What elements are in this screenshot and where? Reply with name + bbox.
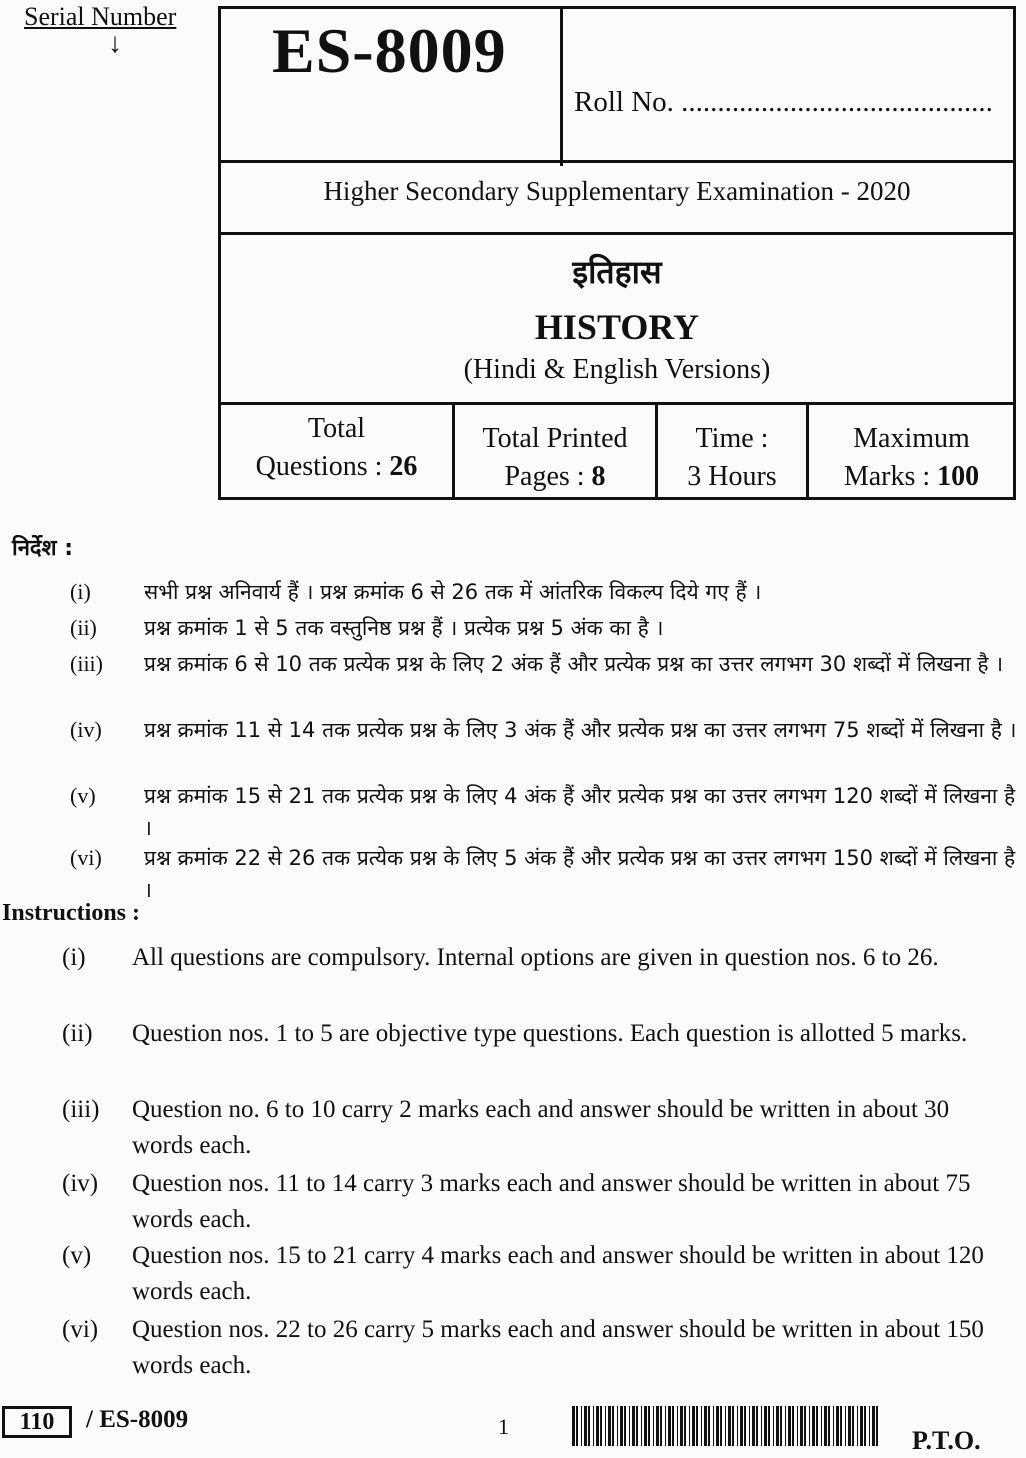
total-questions-line: [221, 448, 452, 486]
paper-code: ES-8009: [272, 15, 507, 86]
hindi-instruction-item: [70, 576, 1020, 608]
exam-title: Higher Secondary Supplementary Examination - 2020: [323, 176, 911, 206]
item-text: Question nos. 1 to 5 are objective type questions. Each question is allotted 5 marks.: [132, 1020, 968, 1047]
english-instruction-item: [62, 1312, 1012, 1384]
item-text: प्रश्न क्रमांक 11 से 14 तक प्रत्येक प्रश्न के लिए 3 अंक हैं और प्रत्येक प्रश्न का उत्तर लगभग 75 शब्दों में लिखना है ।: [144, 718, 1017, 742]
printed-pages-label: Total Printed: [482, 423, 628, 454]
hindi-instruction-item: [70, 612, 1020, 644]
item-number: (iii): [70, 651, 103, 676]
item-number: (iv): [70, 717, 102, 742]
divider: [218, 160, 1016, 163]
item-text: प्रश्न क्रमांक 15 से 21 तक प्रत्येक प्रश्न के लिए 4 अंक हैं और प्रत्येक प्रश्न का उत्तर लगभग 120 शब्दों में लिखना है ।: [144, 784, 1016, 840]
total-questions-value: 26: [389, 451, 418, 482]
arrow-down-icon: ↓: [108, 28, 122, 59]
item-text: All questions are compulsory. Internal options are given in question nos. 6 to 26.: [132, 944, 939, 971]
footer-number-box: 110: [2, 1406, 72, 1438]
item-number: (v): [62, 1242, 92, 1269]
english-instruction-item: [62, 1166, 1012, 1238]
subject-english: HISTORY: [534, 307, 700, 347]
item-number: (iii): [62, 1096, 100, 1123]
item-text: Question no. 6 to 10 carry 2 marks each and answer should be written in about 30 words each.: [132, 1096, 950, 1159]
item-number: (ii): [62, 1020, 93, 1047]
versions-note: (Hindi & English Versions): [463, 354, 771, 385]
pto-label: P.T.O.: [912, 1426, 981, 1455]
item-number: (vi): [62, 1316, 99, 1343]
page-number: 1: [498, 1414, 509, 1439]
item-text: प्रश्न क्रमांक 22 से 26 तक प्रत्येक प्रश्न के लिए 5 अंक हैं और प्रत्येक प्रश्न का उत्तर लगभग 150 शब्दों में लिखना है ।: [144, 846, 1016, 902]
item-text: प्रश्न क्रमांक 1 से 5 तक वस्तुनिष्ठ प्रश्न हैं । प्रत्येक प्रश्न 5 अंक का है ।: [144, 616, 664, 640]
max-marks-label: Maximum: [853, 423, 970, 454]
roll-number-field[interactable]: Roll No. ...........................................: [574, 86, 993, 118]
max-marks-line: [809, 458, 1014, 496]
printed-pages-label-2: Pages :: [504, 461, 592, 492]
hindi-instruction-item: [70, 648, 1020, 680]
subject-hindi: इतिहास: [572, 253, 662, 291]
serial-number-label: Serial Number: [24, 2, 177, 31]
barcode-icon: [572, 1406, 882, 1446]
footer-paper-code: / ES-8009: [86, 1406, 189, 1433]
item-text: प्रश्न क्रमांक 6 से 10 तक प्रत्येक प्रश्न के लिए 2 अंक हैं और प्रत्येक प्रश्न का उत्तर लगभग 30 शब्दों में लिखना है ।: [144, 652, 1004, 676]
english-instruction-item: [62, 1092, 1012, 1164]
item-number: (i): [62, 944, 86, 971]
item-text: सभी प्रश्न अनिवार्य हैं । प्रश्न क्रमांक 6 से 26 तक में आंतरिक विकल्प दिये गए हैं ।: [144, 580, 762, 604]
max-marks-label-2: Marks :: [843, 461, 938, 492]
time-label: Time :: [695, 423, 769, 454]
english-instructions-title: Instructions :: [2, 900, 141, 926]
total-questions-label: Total: [307, 413, 366, 444]
item-number: (i): [70, 579, 91, 604]
max-marks-value: 100: [937, 461, 980, 492]
item-text: Question nos. 11 to 14 carry 3 marks each and answer should be written in about 75 words each.: [132, 1170, 971, 1233]
item-text: Question nos. 22 to 26 carry 5 marks each and answer should be written in about 150 words each.: [132, 1316, 984, 1379]
item-number: (ii): [70, 615, 97, 640]
divider: [560, 6, 563, 166]
english-instruction-item: [62, 940, 1012, 976]
english-instruction-item: [62, 1238, 1012, 1310]
hindi-instruction-item: [70, 780, 1020, 844]
printed-pages-line: [455, 458, 655, 496]
time-value: 3 Hours: [687, 461, 777, 492]
item-number: (vi): [70, 845, 102, 870]
divider: [218, 402, 1016, 405]
total-questions-label-2: Questions :: [255, 451, 390, 482]
item-number: (iv): [62, 1170, 99, 1197]
item-number: (v): [70, 783, 96, 808]
item-text: Question nos. 15 to 21 carry 4 marks each and answer should be written in about 120 words each.: [132, 1242, 984, 1305]
printed-pages-cell: [455, 420, 655, 496]
divider: [218, 232, 1016, 235]
max-marks-cell: [809, 420, 1014, 496]
hindi-instruction-item: [70, 842, 1020, 906]
time-cell: [658, 420, 806, 496]
hindi-instructions-title: निर्देश :: [12, 536, 74, 561]
english-instruction-item: [62, 1016, 1012, 1052]
printed-pages-value: 8: [591, 461, 606, 492]
hindi-instruction-item: [70, 714, 1020, 746]
total-questions-cell: [221, 410, 452, 486]
